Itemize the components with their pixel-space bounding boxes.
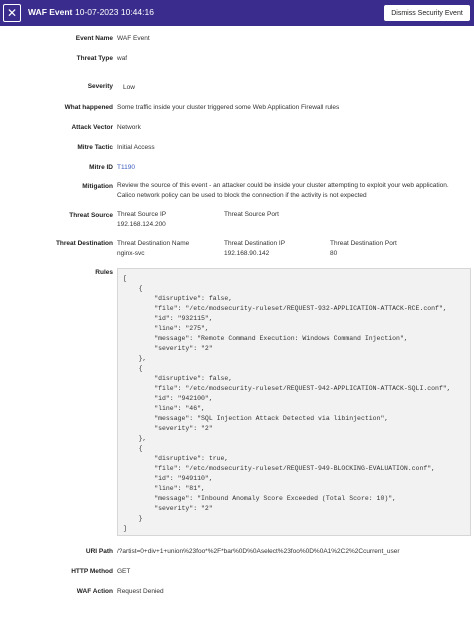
rules-code-block <box>117 268 471 536</box>
severity-value: Low <box>123 84 135 91</box>
uri-path-label: URI Path <box>85 548 113 555</box>
attack-vector-label: Attack Vector <box>71 124 113 131</box>
threat-source-label: Threat Source <box>69 212 113 219</box>
threat-type-value: waf <box>117 55 128 62</box>
threat-destination-label: Threat Destination <box>55 240 113 247</box>
threat-source-ip-value: 192.168.124.200 <box>117 221 166 228</box>
mitre-id-link[interactable]: T1190 <box>117 164 135 171</box>
event-timestamp: 10-07-2023 10:44:16 <box>75 7 154 17</box>
mitre-id-label: Mitre ID <box>89 164 113 171</box>
threat-destination-name-value: nginx-svc <box>117 250 145 257</box>
attack-vector-value: Network <box>117 124 141 131</box>
waf-action-label: WAF Action <box>76 588 113 595</box>
mitre-tactic-value: Initial Access <box>117 144 155 151</box>
threat-destination-port-value: 80 <box>330 250 338 257</box>
mitigation-label: Mitigation <box>82 183 113 190</box>
what-happened-value: Some traffic inside your cluster triggered some Web Application Firewall rules <box>117 104 340 111</box>
rules-json: [ { "disruptive": false, "file": "/etc/modsecurity-ruleset/REQUEST-932-APPLICATION-ATTACK-RCE.conf", "id": "932115", "line": "275", "message": "Remote Command Execution: Windows Command Injection", "severity": "2" }, { "disruptive": false, "file": "/etc/modsecurity-ruleset/REQUEST-942-APPLICATION-ATTACK-SQLI.conf", "id": "942100", "line": "46", "message": "SQL Injection Attack Detected via libinjection", "severity": "2" }, { "disruptive": true, "file": "/etc/modsecurity-ruleset/REQUEST-949-BLOCKING-EVALUATION.conf", "id": "949110", "line": "81", "message": "Inbound Anomaly Score Exceeded (Total Score: 10)", "severity": "2" } ] <box>123 275 451 532</box>
threat-destination-ip-value: 192.168.90.142 <box>224 250 270 257</box>
threat-source-ip-label: Threat Source IP <box>117 211 167 218</box>
threat-destination-name-label: Threat Destination Name <box>117 240 190 247</box>
threat-source-port-label: Threat Source Port <box>224 211 279 218</box>
uri-path-value: /?artist=0+div+1+union%23foo*%2F*bar%0D%0Aselect%23foo%0D%0A1%2C2%2Ccurrent_user <box>117 548 400 555</box>
event-name-value: WAF Event <box>117 35 150 42</box>
close-button[interactable] <box>3 4 21 22</box>
event-name-label: Event Name <box>75 35 113 42</box>
what-happened-label: What happened <box>64 104 113 111</box>
waf-action-value: Request Denied <box>117 588 164 595</box>
http-method-label: HTTP Method <box>71 568 113 575</box>
mitre-tactic-label: Mitre Tactic <box>77 144 113 151</box>
threat-destination-port-label: Threat Destination Port <box>330 240 397 247</box>
http-method-value: GET <box>117 568 131 575</box>
dismiss-security-event-button[interactable]: Dismiss Security Event <box>384 5 470 21</box>
threat-destination-ip-label: Threat Destination IP <box>224 240 286 247</box>
severity-label: Severity <box>87 83 113 90</box>
header-bar <box>0 0 474 26</box>
page-title: WAF Event <box>28 7 73 17</box>
close-icon: ✕ <box>6 6 18 20</box>
mitigation-value: Review the source of this event - an attacker could be inside your cluster attempting to exploit your web application. Calico network policy can be used to block the connection if the activity is not expected <box>117 182 449 199</box>
rules-label: Rules <box>95 269 113 276</box>
threat-type-label: Threat Type <box>76 55 113 62</box>
